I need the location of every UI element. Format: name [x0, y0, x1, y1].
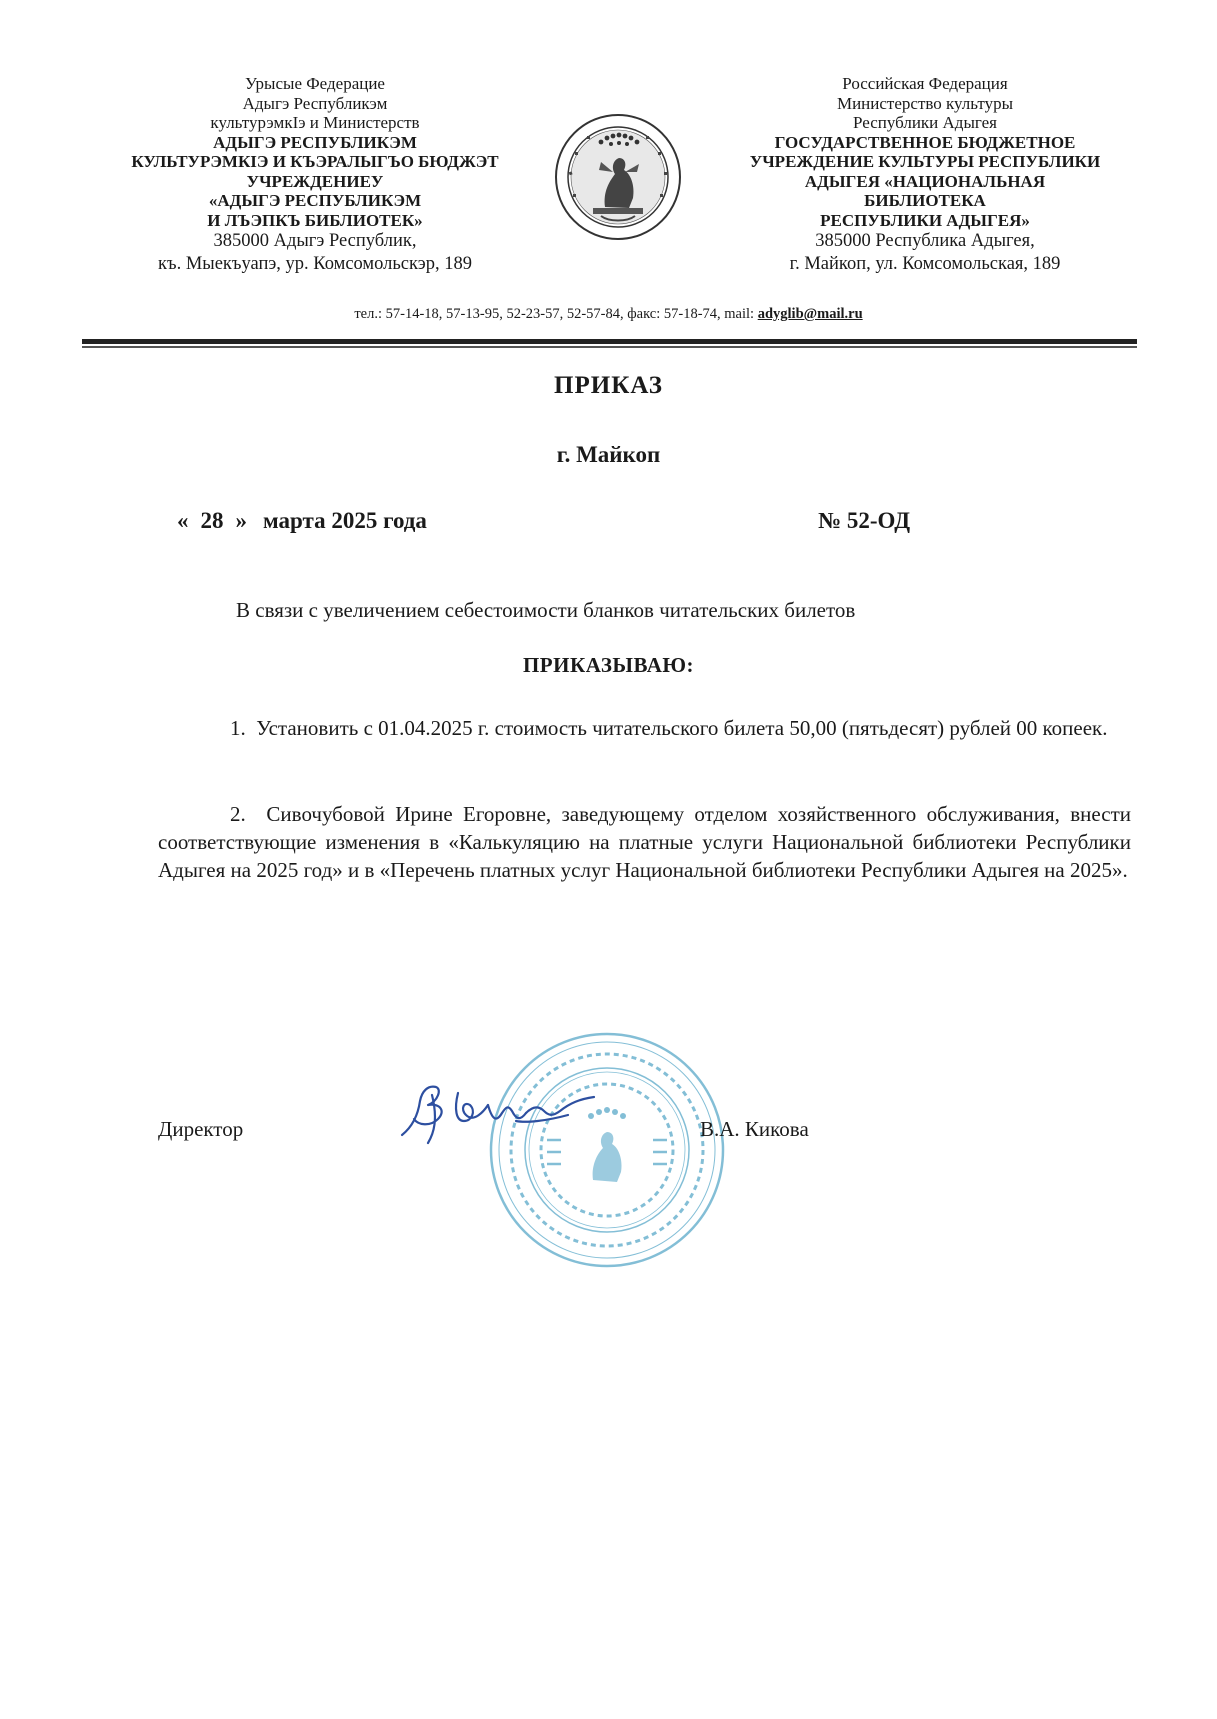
document-city: г. Майкоп — [556, 442, 661, 467]
date-month-year: марта 2025 года — [263, 508, 427, 533]
coat-of-arms-icon — [553, 112, 683, 242]
signatory-name: В.А. Кикова — [700, 1117, 809, 1141]
order-item-text: Сивочубовой Ирине Егоровне, заведующему отделом хозяйственного обслуживания, внести соответствующие изменения в «Калькуляцию на платные услуги Национальной библиотеки Республики Адыгея на 2025 год» и в «Перечень платных услуг Национальной библиотеки Республики Адыгея на 2025». — [158, 802, 1131, 882]
header-divider — [82, 339, 1137, 344]
order-item-index: 2. — [230, 802, 246, 826]
letterhead-right-address: 385000 Республика Адыгея, — [815, 231, 1035, 251]
letterhead-left-address: 385000 Адыгэ Республик, — [213, 231, 417, 251]
contacts-line — [0, 306, 1217, 323]
letterhead-right-address: г. Майкоп, ул. Комсомольская, 189 — [789, 254, 1061, 274]
letterhead-left-line: КУЛЬТУРЭМКIЭ И КЪЭРАЛЫГЪО БЮДЖЭТ — [131, 152, 499, 171]
letterhead-left-line: культурэмкIэ и Министерств — [210, 113, 420, 132]
letterhead-left-line: И ЛЪЭПКЪ БИБЛИОТЕК» — [207, 210, 423, 230]
letterhead-right-line: БИБЛИОТЕКА — [864, 191, 986, 210]
letterhead-right-line: ГОСУДАРСТВЕННОЕ БЮДЖЕТНОЕ — [774, 132, 1076, 152]
document-title: ПРИКАЗ — [554, 372, 663, 399]
letterhead-left-line: «АДЫГЭ РЕСПУБЛИКЭМ — [208, 191, 422, 210]
letterhead-right-line: РЕСПУБЛИКИ АДЫГЕЯ» — [820, 210, 1030, 230]
contacts-text: тел.: 57-14-18, 57-13-95, 52-23-57, 52-57-84, факс: 57-18-74, mail: — [354, 306, 758, 322]
order-item — [158, 800, 1131, 884]
order-item-index: 1. — [230, 716, 246, 740]
letterhead-right — [715, 74, 1135, 276]
order-item-text: Установить с 01.04.2025 г. стоимость читательского билета 50,00 (пятьдесят) рублей 00 копеек. — [256, 716, 1108, 740]
signatory-position: Директор — [158, 1117, 244, 1141]
date-quote-close: » — [235, 508, 247, 533]
order-heading: ПРИКАЗЫВАЮ: — [522, 653, 695, 677]
letterhead-right-line: Республики Адыгея — [853, 113, 997, 132]
handwritten-signature-icon — [398, 1075, 638, 1155]
letterhead-left-line: Урысые Федерацие — [245, 74, 385, 93]
letterhead-right-line: Министерство культуры — [836, 93, 1014, 113]
date-day: 28 — [200, 508, 224, 533]
letterhead-left-line: АДЫГЭ РЕСПУБЛИКЭМ — [213, 132, 417, 152]
letterhead-left — [95, 74, 535, 276]
letterhead-right-line: УЧРЕЖДЕНИЕ КУЛЬТУРЫ РЕСПУБЛИКИ — [749, 152, 1101, 171]
document-number: № 52-ОД — [818, 508, 911, 533]
document-date — [177, 508, 427, 534]
letterhead-left-line: Адыгэ Республикэм — [242, 93, 388, 113]
preamble-text: В связи с увеличением себестоимости бланков читательских билетов — [236, 598, 856, 622]
header-divider-thin — [82, 346, 1137, 348]
letterhead-right-line: АДЫГЕЯ «НАЦИОНАЛЬНАЯ — [804, 171, 1046, 191]
letterhead-left-address: къ. Мыекъуапэ, ур. Комсомольскэр, 189 — [158, 254, 472, 274]
date-quote-open: « — [177, 508, 189, 533]
order-item — [158, 714, 1131, 742]
letterhead-left-line: УЧРЕЖДЕНИЕУ — [246, 171, 384, 191]
letterhead-right-line: Российская Федерация — [842, 74, 1008, 93]
email-link[interactable]: adyglib@mail.ru — [757, 306, 863, 322]
